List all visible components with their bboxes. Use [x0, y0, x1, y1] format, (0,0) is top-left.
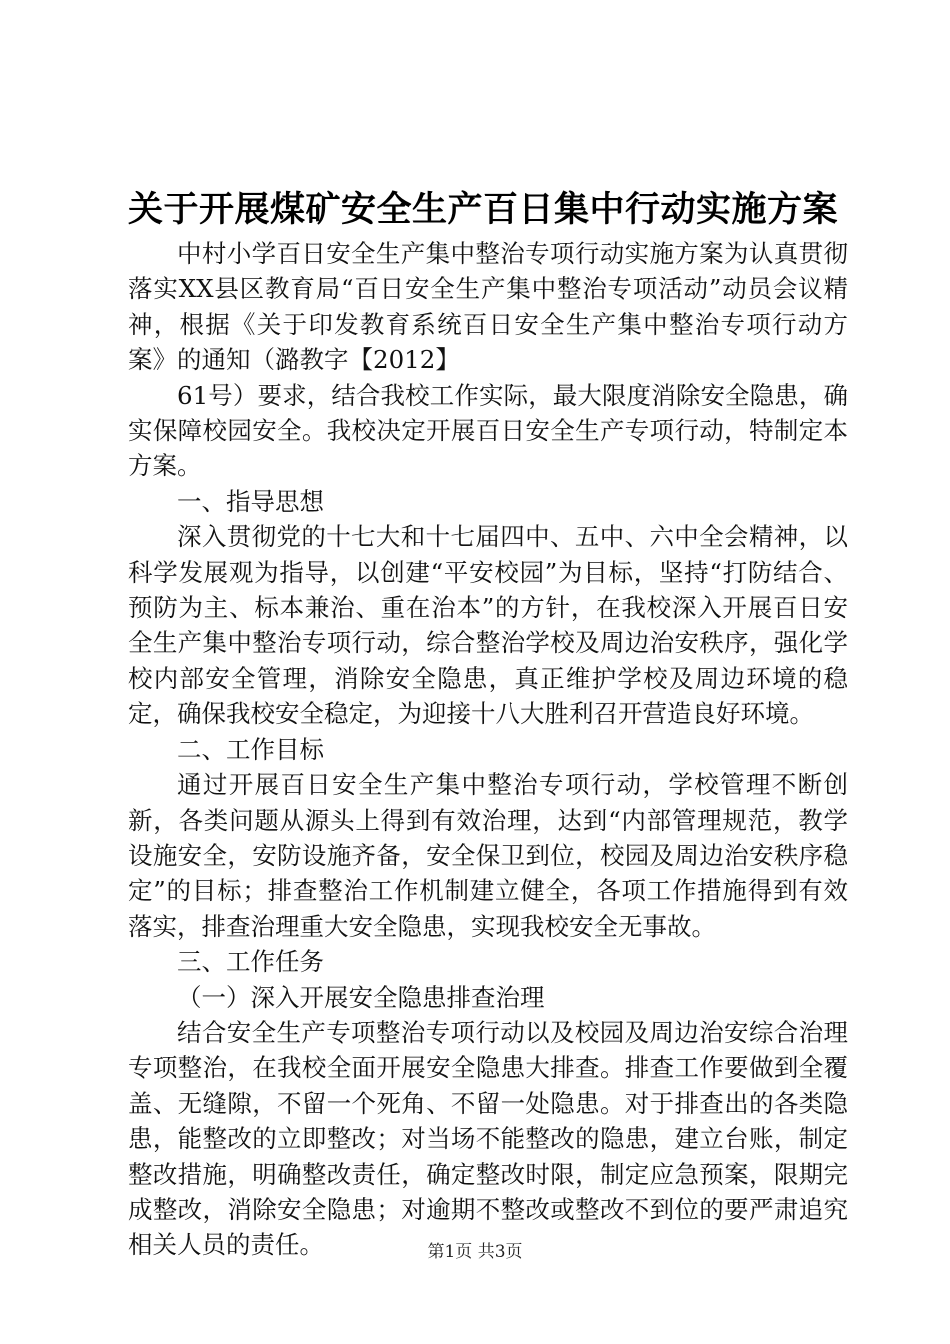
page-footer: 第1页 共3页 — [427, 1242, 523, 1262]
document-body — [128, 236, 848, 1263]
section-heading-guiding-ideology: 一、指导思想 — [177, 486, 324, 516]
section-heading-work-tasks: 三、工作任务 — [177, 947, 324, 977]
paragraph-hazard-check: 结合安全生产专项整治专项行动以及校园及周边治安综合治理专项整治，在我校全面开展安全隐患大排查。排查工作要做到全覆盖、无缝隙，不留一个死角、不留一处隐患。对于排查出的各类隐患，能整改的立即整改；对当场不能整改的隐患，建立台账，制定整改措施，明确整改责任，确定整改时限，制定应急预案，限期完成整改，消除安全隐患；对逾期不整改或整改不到位的要严肃追究相关人员的责任。 — [128, 1017, 848, 1260]
document-title: 关于开展煤矿安全生产百日集中行动实施方案 — [128, 190, 839, 230]
paragraph-intro: 中村小学百日安全生产集中整治专项行动实施方案为认真贯彻落实XX县区教育局“百日安全生产集中整治专项活动”动员会议精神，根据《关于印发教育系统百日安全生产集中整治专项行动方案》的通知（潞教字【2012】 — [128, 239, 848, 375]
paragraph-requirements: 61号）要求，结合我校工作实际，最大限度消除安全隐患，确实保障校园安全。我校决定开展百日安全生产专项行动，特制定本方案。 — [128, 380, 848, 481]
subsection-heading-hazard-check: （一）深入开展安全隐患排查治理 — [177, 982, 545, 1012]
paragraph-work-goals: 通过开展百日安全生产集中整治专项行动，学校管理不断创新，各类问题从源头上得到有效治理，达到“内部管理规范，教学设施安全，安防设施齐备，安全保卫到位，校园及周边治安秩序稳定”的目标；排查整治工作机制建立健全，各项工作措施得到有效落实，排查治理重大安全隐患，实现我校安全无事故。 — [128, 770, 848, 941]
paragraph-guiding-ideology: 深入贯彻党的十七大和十七届四中、五中、六中全会精神，以科学发展观为指导，以创建“平安校园”为目标，坚持“打防结合、预防为主、标本兼治、重在治本”的方针，在我校深入开展百日安全生产集中整治专项行动，综合整治学校及周边治安秩序，强化学校内部安全管理，消除安全隐患，真正维护学校及周边环境的稳定，确保我校安全稳定，为迎接十八大胜利召开营造良好环境。 — [128, 522, 848, 729]
section-heading-work-goals: 二、工作目标 — [177, 734, 324, 764]
